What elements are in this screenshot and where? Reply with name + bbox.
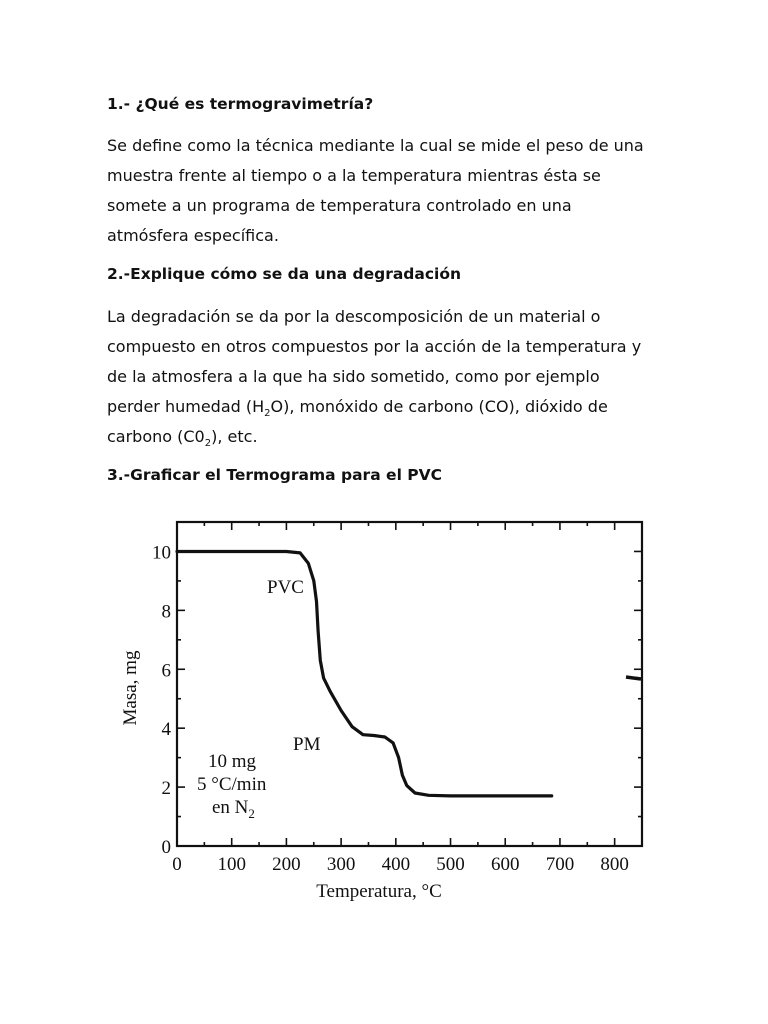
x-tick-label: 400: [381, 854, 411, 875]
pvc-series-label: PVC: [267, 577, 304, 598]
answer-2-line-5-b: ), etc.: [211, 427, 258, 446]
condition-rate: 5 °C/min: [197, 774, 267, 795]
x-tick-label: 200: [272, 854, 301, 875]
question-1-heading: 1.- ¿Qué es termogravimetría?: [107, 95, 374, 113]
answer-2-line-5: [107, 422, 667, 452]
answer-2-line-5-a: carbono (C0: [107, 427, 205, 446]
x-tick-label: 100: [217, 854, 246, 875]
question-2-heading: 2.-Explique cómo se da una degradación: [107, 265, 462, 283]
y-tick-label: 6: [161, 660, 171, 682]
answer-1-line-1: Se define como la técnica mediante la cual se mide el peso de una: [107, 136, 644, 155]
answer-2-paragraph: [107, 302, 667, 452]
h2o-subscript: 2: [264, 408, 271, 420]
answer-1-paragraph: [107, 131, 667, 251]
y-tick-label: 8: [161, 601, 171, 623]
x-tick-label: 0: [172, 854, 182, 875]
y-tick-label: 0: [161, 837, 171, 858]
x-axis-label: Temperatura, °C: [316, 881, 442, 902]
x-tick-label: 600: [490, 854, 520, 875]
answer-2-line-2: compuesto en otros compuestos por la acción de la temperatura y: [107, 337, 642, 356]
x-tick-label: 700: [545, 854, 575, 875]
pm-label: PM: [293, 734, 321, 755]
y-tick-label: 4: [161, 719, 171, 741]
n2-subscript: 2: [248, 806, 255, 821]
answer-1-line-2: muestra frente al tiempo o a la temperatura mientras ésta se: [107, 166, 601, 185]
answer-1-line-3: somete a un programa de temperatura controlado en una: [107, 196, 572, 215]
answer-2-line-4-a: perder humedad (H: [107, 397, 265, 416]
condition-atmosphere: [212, 797, 255, 821]
answer-2-line-3: de la atmosfera a la que ha sido sometido, como por ejemplo: [107, 367, 600, 386]
answer-2-line-4: [107, 392, 667, 422]
x-tick-label: 500: [436, 854, 465, 875]
y-tick-label: 2: [161, 778, 171, 800]
y-tick-label: 10: [152, 542, 171, 564]
chart-ticks: [152, 522, 642, 875]
right-edge-mark: [626, 677, 641, 679]
condition-mass: 10 mg: [208, 751, 257, 772]
question-3-heading: 3.-Graficar el Termograma para el PVC: [107, 466, 443, 484]
answer-2-line-4-b: O), monóxido de carbono (CO), dióxido de: [270, 397, 608, 416]
answer-1-line-4: atmósfera específica.: [107, 226, 279, 245]
thermogram-chart: [110, 505, 660, 905]
x-tick-label: 300: [326, 854, 356, 875]
x-tick-label: 800: [600, 854, 629, 875]
y-axis-label: Masa, mg: [120, 650, 141, 726]
condition-atmosphere-text: en N: [212, 797, 249, 818]
co2-subscript: 2: [204, 438, 212, 450]
answer-2-line-1: La degradación se da por la descomposición de un material o: [107, 307, 601, 326]
